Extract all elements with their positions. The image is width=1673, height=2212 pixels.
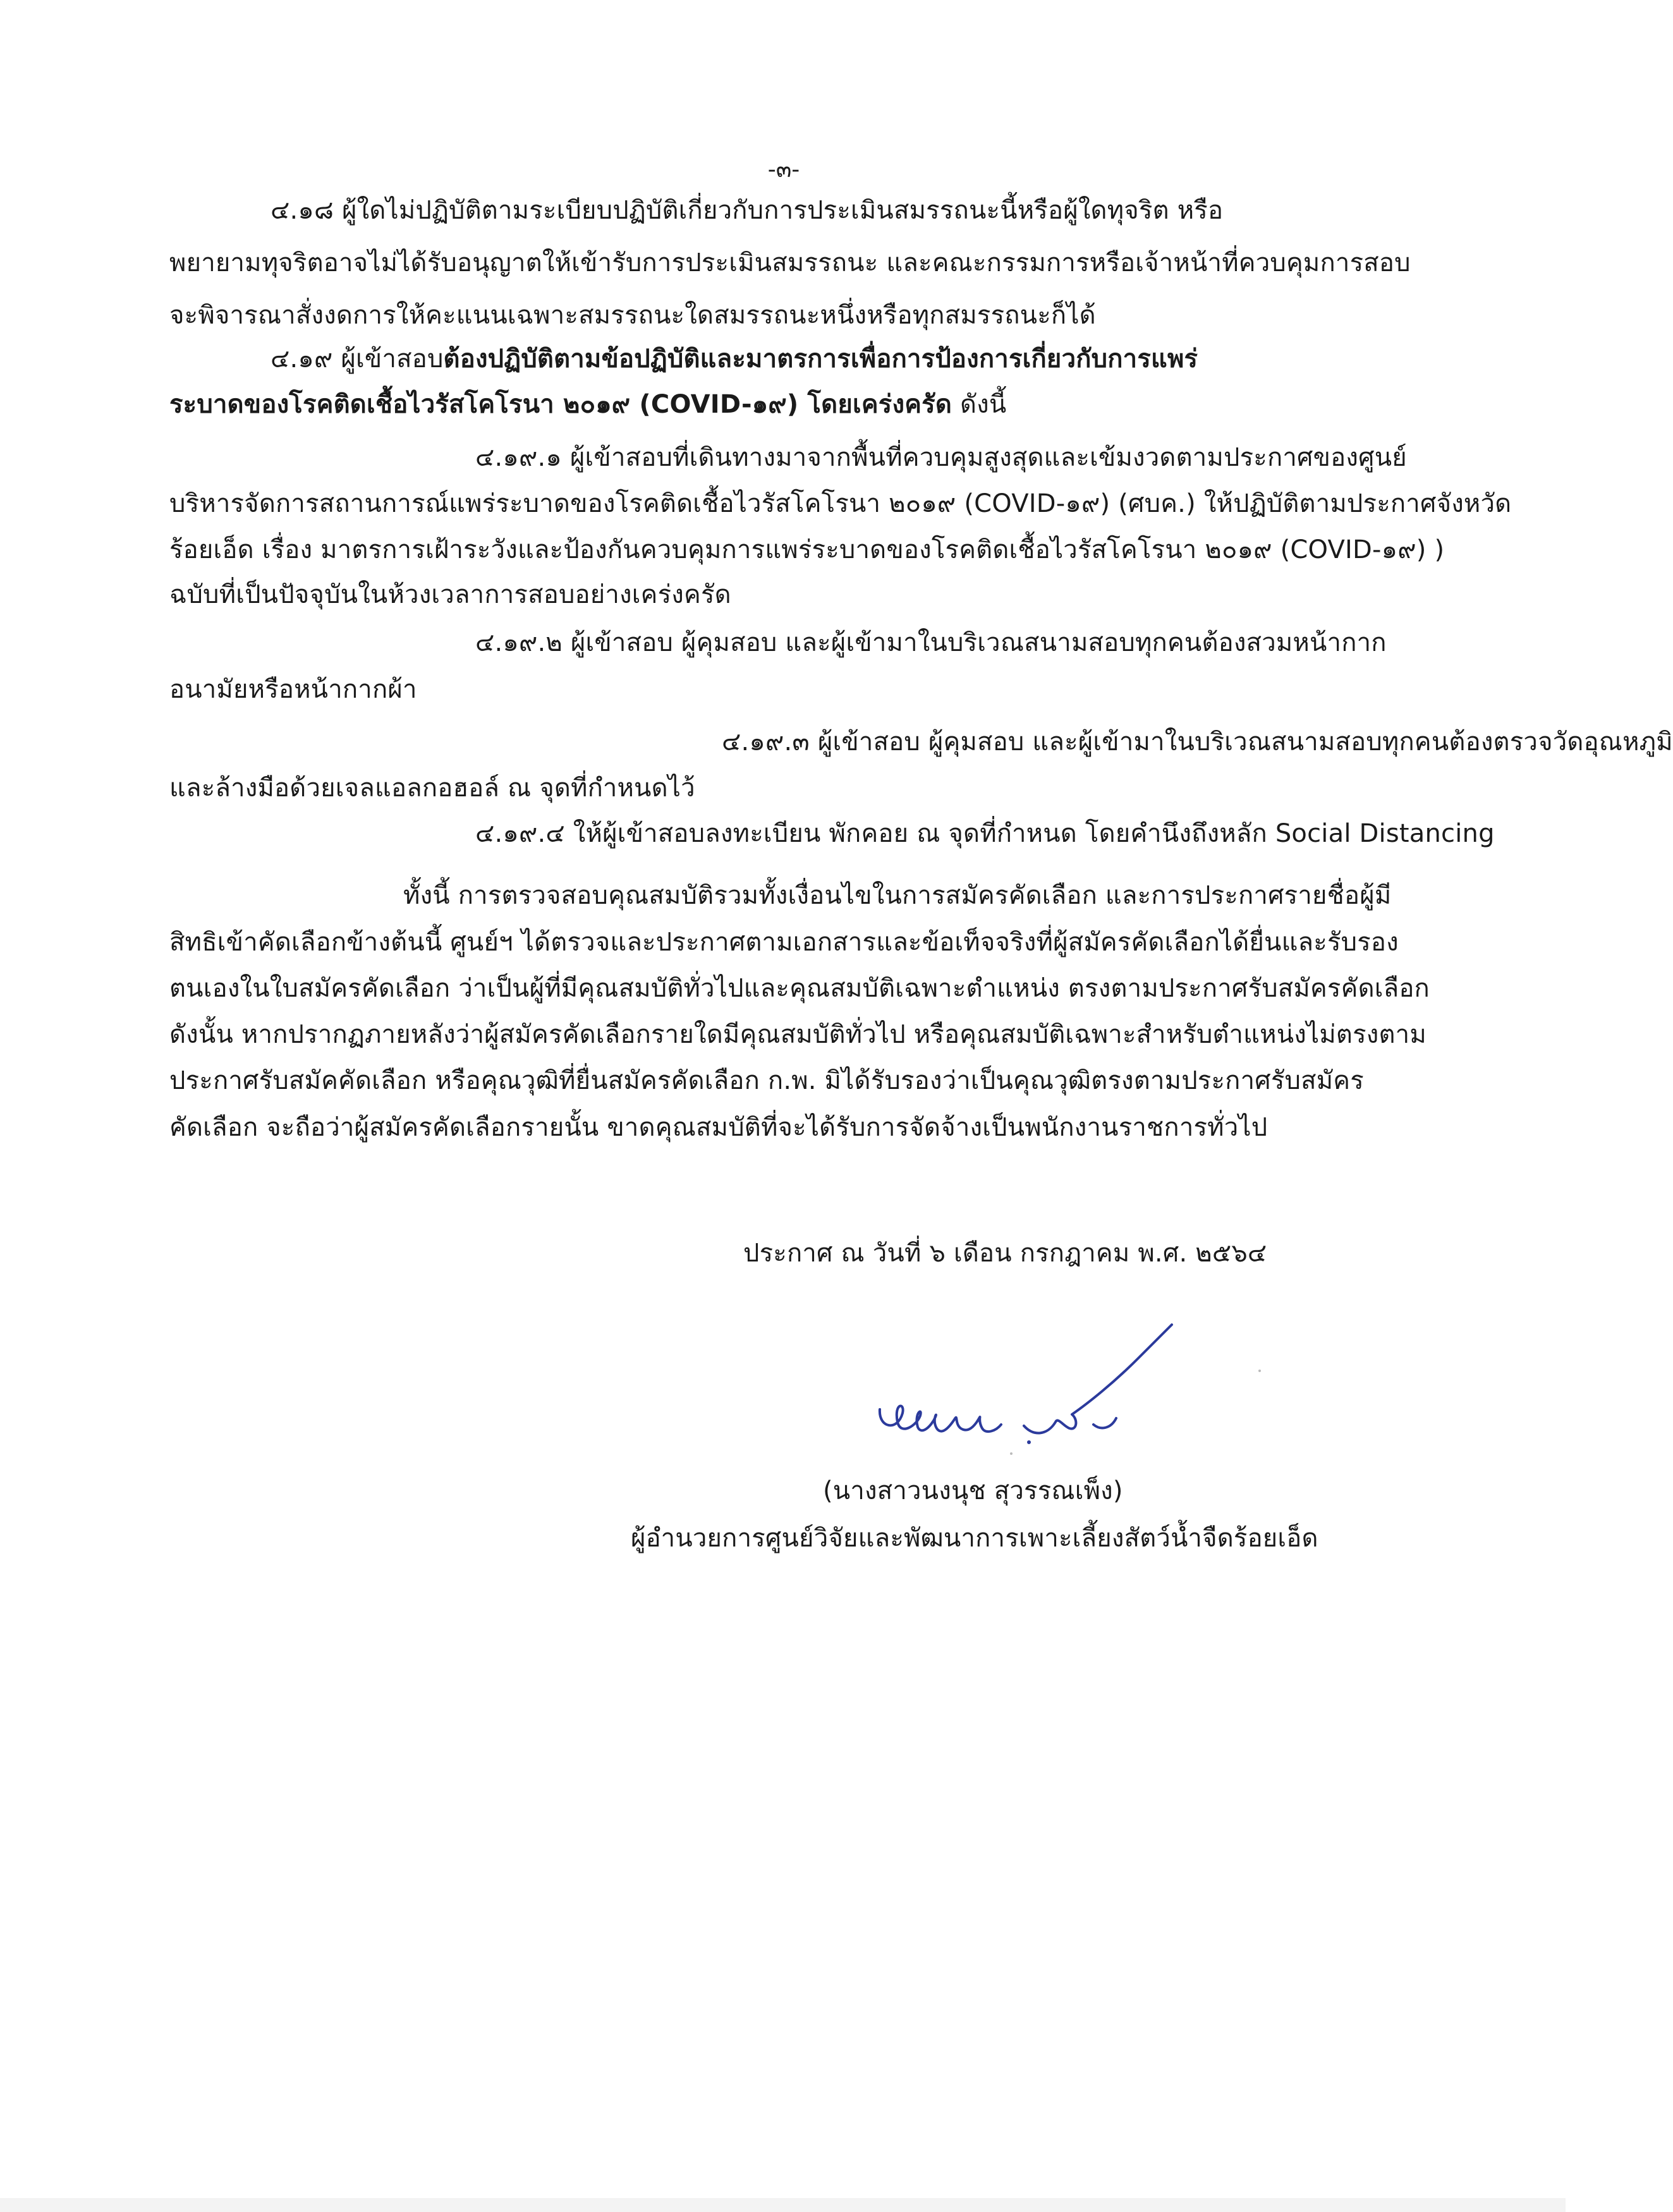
clause-4-18-line-2: พยายามทุจริตอาจไม่ได้รับอนุญาตให้เข้ารับการประเมินสมรรถนะ และคณะกรรมการหรือเจ้าหน้าที่ควบคุมการสอบ — [169, 248, 1411, 277]
clause-4-19-1-line-1: ๔.๑๙.๑ ผู้เข้าสอบที่เดินทางมาจากพื้นที่ควบคุมสูงสุดและเข้มงวดตามประกาศของศูนย์ — [475, 443, 1407, 472]
clause-4-19-3-line-2: และล้างมือด้วยเจลแอลกอฮอล์ ณ จุดที่กำหนดไว้ — [169, 774, 695, 803]
signature-stroke-3 — [1093, 1418, 1116, 1428]
closing-paragraph-line-3: ตนเองในใบสมัครคัดเลือก ว่าเป็นผู้ที่มีคุณสมบัติทั่วไปและคุณสมบัติเฉพาะตำแหน่ง ตรงตามประกาศรับสมัครคัดเลือก — [169, 974, 1430, 1003]
clause-4-19-bold-text-2: ระบาดของโรคติดเชื้อไวรัสโคโรนา ๒๐๑๙ (COVID-๑๙) โดยเคร่งครัด — [169, 390, 952, 419]
clause-4-19-1-line-4: ฉบับที่เป็นปัจจุบันในห้วงเวลาการสอบอย่างเคร่งครัด — [169, 580, 731, 609]
clause-4-19-3-line-1: ๔.๑๙.๓ ผู้เข้าสอบ ผู้คุมสอบ และผู้เข้ามาในบริเวณสนามสอบทุกคนต้องตรวจวัดอุณหภูมิ — [722, 727, 1673, 757]
clause-4-19-line-2 — [169, 387, 1006, 422]
clause-4-18-line-3: จะพิจารณาสั่งงดการให้คะแนนเฉพาะสมรรถนะใดสมรรถนะหนึ่งหรือทุกสมรรถนะก็ได้ — [169, 301, 1096, 330]
signature-dot — [1027, 1440, 1031, 1444]
clause-4-19-line-1 — [271, 341, 1198, 377]
closing-paragraph-line-1: ทั้งนี้ การตรวจสอบคุณสมบัติรวมทั้งเงื่อนไขในการสมัครคัดเลือก และการประกาศรายชื่อผู้มี — [403, 881, 1392, 910]
signature-image — [866, 1302, 1220, 1479]
closing-paragraph-line-2: สิทธิเข้าคัดเลือกข้างต้นนี้ ศูนย์ฯ ได้ตรวจและประกาศตามเอกสารและข้อเท็จจริงที่ผู้สมัครคัดเลือกได้ยื่นและรับรอง — [169, 928, 1399, 957]
clause-4-19-4-line-1: ๔.๑๙.๔ ให้ผู้เข้าสอบลงทะเบียน พักคอย ณ จุดที่กำหนด โดยคำนึงถึงหลัก Social Distancing — [475, 819, 1495, 848]
scan-speck — [1010, 1452, 1013, 1455]
closing-paragraph-line-6: คัดเลือก จะถือว่าผู้สมัครคัดเลือกรายนั้น ขาดคุณสมบัติที่จะได้รับการจัดจ้างเป็นพนักงานราชการทั่วไป — [169, 1113, 1268, 1142]
clause-4-19-1-line-3: ร้อยเอ็ด เรื่อง มาตรการเฝ้าระวังและป้องกันควบคุมการแพร่ระบาดของโรคติดเชื้อไวรัสโคโรนา ๒๐๑๙ (COVID-๑๙) ) — [169, 535, 1445, 564]
clause-4-19-suffix: ดังนี้ — [952, 390, 1007, 419]
signature-stroke-2 — [1024, 1325, 1172, 1433]
clause-4-19-1-line-2: บริหารจัดการสถานการณ์แพร่ระบาดของโรคติดเชื้อไวรัสโคโรนา ๒๐๑๙ (COVID-๑๙) (ศบค.) ให้ปฏิบัติตามประกาศจังหวัด — [169, 489, 1512, 518]
signatory-position: ผู้อำนวยการศูนย์วิจัยและพัฒนาการเพาะเลี้ยงสัตว์น้ำจืดร้อยเอ็ด — [631, 1524, 1318, 1553]
closing-paragraph-line-4: ดังนั้น หากปรากฏภายหลังว่าผู้สมัครคัดเลือกรายใดมีคุณสมบัติทั่วไป หรือคุณสมบัติเฉพาะสำหรับตำแหน่งไม่ตรงตาม — [169, 1020, 1427, 1049]
closing-paragraph-line-5: ประกาศรับสมัคคัดเลือก หรือคุณวุฒิที่ยื่นสมัครคัดเลือก ก.พ. มิได้รับรองว่าเป็นคุณวุฒิตรงตามประกาศรับสมัคร — [169, 1066, 1364, 1095]
announcement-date: ประกาศ ณ วันที่ ๖ เดือน กรกฎาคม พ.ศ. ๒๕๖๔ — [743, 1239, 1267, 1268]
clause-4-19-2-line-2: อนามัยหรือหน้ากากผ้า — [169, 675, 417, 704]
signatory-name: (นางสาวนงนุช สุวรรณเพ็ง) — [823, 1476, 1123, 1505]
clause-4-18-line-1: ๔.๑๘ ผู้ใดไม่ปฏิบัติตามระเบียบปฏิบัติเกี่ยวกับการประเมินสมรรถนะนี้หรือผู้ใดทุจริต หรือ — [271, 196, 1224, 225]
clause-4-19-prefix: ๔.๑๙ ผู้เข้าสอบ — [271, 344, 444, 374]
signature-stroke-1 — [880, 1406, 1001, 1431]
clause-4-19-bold-text-1: ต้องปฏิบัติตามข้อปฏิบัติและมาตรการเพื่อการป้องการเกี่ยวกับการแพร่ — [443, 344, 1198, 374]
page-number: -๓- — [767, 157, 800, 183]
clause-4-19-2-line-1: ๔.๑๙.๒ ผู้เข้าสอบ ผู้คุมสอบ และผู้เข้ามาในบริเวณสนามสอบทุกคนต้องสวมหน้ากาก — [475, 628, 1387, 657]
scan-bottom-edge — [0, 2198, 1566, 2212]
scan-speck — [1258, 1370, 1261, 1372]
